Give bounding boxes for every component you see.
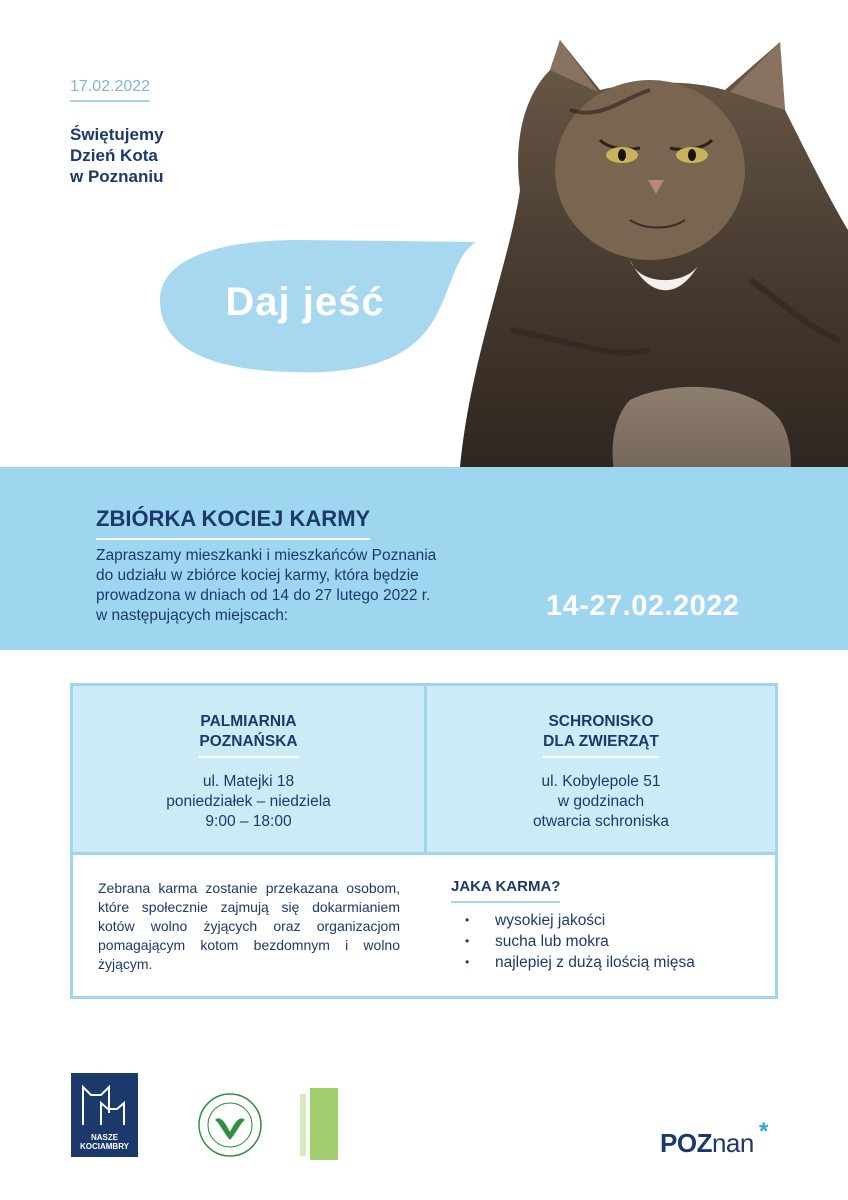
date-label: 17.02.2022 bbox=[70, 78, 150, 102]
collection-title: ZBIÓRKA KOCIEJ KARMY bbox=[96, 506, 370, 540]
logo-text-line: NASZE bbox=[90, 1133, 119, 1142]
celebration-line: Świętujemy bbox=[70, 125, 164, 144]
bubble-headline: Daj jeść bbox=[225, 280, 385, 324]
celebration-heading bbox=[70, 124, 290, 187]
food-title: JAKA KARMA? bbox=[451, 878, 560, 903]
bullet-icon: • bbox=[465, 913, 470, 927]
palmiarnia-logo bbox=[298, 1088, 340, 1160]
location-address: ul. Matejki 18 bbox=[202, 773, 295, 790]
location-days: poniedziałek – niedziela bbox=[166, 793, 331, 810]
logo-text-line: KOCIAMBRY bbox=[79, 1142, 130, 1151]
location-info bbox=[73, 772, 424, 832]
asterisk-icon: * bbox=[759, 1118, 768, 1145]
schronisko-logo bbox=[197, 1092, 263, 1158]
food-item-text: sucha lub mokra bbox=[495, 933, 609, 950]
location-hours: 9:00 – 18:00 bbox=[205, 813, 292, 830]
collection-description bbox=[96, 546, 526, 626]
collection-dates: 14-27.02.2022 bbox=[546, 590, 740, 622]
location-name-line: DLA ZWIERZĄT bbox=[543, 732, 659, 758]
location-name bbox=[427, 712, 775, 758]
location-schronisko bbox=[427, 686, 775, 852]
description-line: w następujących miejscach: bbox=[96, 607, 289, 624]
description-line: Zapraszamy mieszkanki i mieszkańców Poznania bbox=[96, 547, 437, 564]
speech-bubble bbox=[150, 238, 480, 374]
location-address: ul. Kobylepole 51 bbox=[541, 773, 661, 790]
description-line: prowadzona w dniach od 14 do 27 lutego 2022 r. bbox=[96, 587, 431, 604]
food-list-item bbox=[465, 931, 695, 952]
food-list bbox=[465, 910, 695, 973]
food-item-text: najlepiej z dużą ilością mięsa bbox=[495, 954, 695, 971]
location-hours-line: otwarcia schroniska bbox=[532, 813, 670, 830]
food-list-item bbox=[465, 910, 695, 931]
location-name-line: POZNAŃSKA bbox=[199, 732, 297, 758]
nasze-kociambry-logo bbox=[71, 1073, 138, 1157]
donation-note: Zebrana karma zostanie przekazana osobom, które społecznie zajmują się dokarmianiem kotów wolno żyjących oraz organizacjom pomagającym kotom bezdomnym i wolno żyjącym. bbox=[98, 880, 400, 972]
celebration-line: w Poznaniu bbox=[70, 167, 164, 186]
cats-outline-icon bbox=[71, 1073, 138, 1133]
bullet-icon: • bbox=[465, 955, 470, 969]
location-name-line: SCHRONISKO bbox=[548, 713, 654, 730]
locations-box bbox=[70, 683, 778, 999]
food-item-text: wysokiej jakości bbox=[495, 912, 606, 929]
poznan-logo-bold: POZ bbox=[660, 1128, 712, 1158]
location-info bbox=[427, 772, 775, 832]
location-name bbox=[73, 712, 424, 758]
location-palmiarnia bbox=[73, 686, 424, 852]
description-line: do udziału w zbiórce kociej karmy, która będzie bbox=[96, 567, 419, 584]
food-list-item bbox=[465, 952, 695, 973]
celebration-line: Dzień Kota bbox=[70, 146, 158, 165]
poznan-logo bbox=[660, 1118, 768, 1159]
location-name-line: PALMIARNIA bbox=[200, 713, 297, 730]
location-hours-line: w godzinach bbox=[557, 793, 645, 810]
bullet-icon: • bbox=[465, 934, 470, 948]
poznan-logo-regular: nan bbox=[711, 1128, 754, 1158]
nasze-kociambry-text bbox=[71, 1133, 138, 1151]
divider-horizontal bbox=[73, 852, 775, 855]
